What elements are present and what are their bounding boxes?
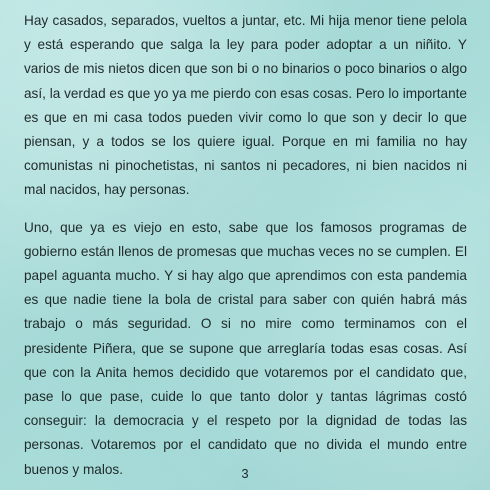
paragraph-2: Uno, que ya es viejo en esto, sabe que los famosos programas de gobierno están llenos de promesas que muchas veces no se cumplen. El papel aguanta mucho. Y si hay algo que aprendimos con esta pandemia es que nadie tiene la bola de cristal para saber con quién habrá más trabajo o más seguridad. O si no mire como terminamos con el presidente Piñera, que se supone que arreglaría todas esas cosas. Así que con la Anita hemos decidido que votaremos por el candidato que, pase lo que pase, cuide lo que tanto dolor y tantas lágrimas costó conseguir: la democracia y el respeto por la dignidad de todas las personas. Votaremos por el candidato que no divida el mundo entre buenos y malos. <box>24 219 467 477</box>
body-text <box>24 9 467 482</box>
paragraph-1: Hay casados, separados, vueltos a juntar, etc. Mi hija menor tiene pelola y está esperando que salga la ley para poder adoptar a un niñito. Y varios de mis nietos dicen que son bi o no binarios o poco binarios o algo así, la verdad es que yo ya me pierdo con esas cosas. Pero lo importante es que en mi casa todos pueden vivir como lo que son y decir lo que piensan, y a todos se los quiere igual. Porque en mi familia no hay comunistas ni pinochetistas, ni santos ni pecadores, ni bien nacidos ni mal nacidos, hay personas. <box>24 13 467 198</box>
page-number: 3 <box>241 466 249 481</box>
